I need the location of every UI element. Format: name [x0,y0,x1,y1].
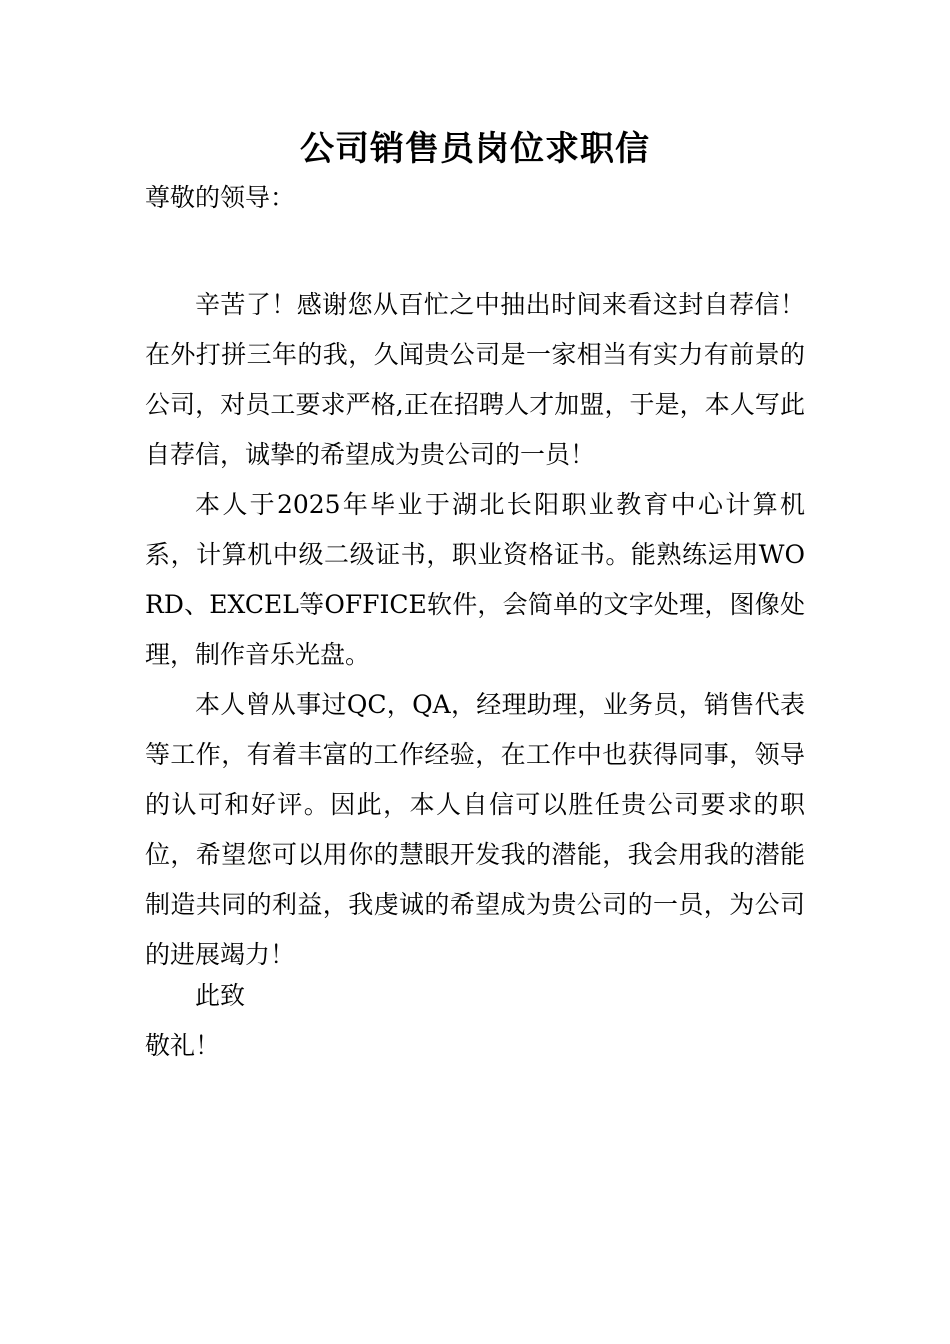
paragraph-experience: 本人曾从事过QC，QA，经理助理，业务员，销售代表等工作，有着丰富的工作经验，在工作中也获得同事，领导的认可和好评。因此，本人自信可以胜任贵公司要求的职位，希望您可以用你的慧眼开发我的潜能，我会用我的潜能制造共同的利益，我虔诚的希望成为贵公司的一员，为公司的进展竭力！ [145,690,805,969]
paragraph-education: 本人于2025年毕业于湖北长阳职业教育中心计算机系，计算机中级二级证书，职业资格证书。能熟练运用WORD、EXCEL等OFFICE软件，会简单的文字处理，图像处理，制作音乐光盘。 [145,490,805,669]
salutation: 尊敬的领导： [145,183,296,212]
paragraph-intro: 辛苦了！感谢您从百忙之中抽出时间来看这封自荐信！在外打拼三年的我，久闻贵公司是一家相当有实力有前景的公司，对员工要求严格,正在招聘人才加盟，于是，本人写此自荐信，诚挚的希望成为贵公司的一员！ [145,290,805,469]
document-title: 公司销售员岗位求职信 [300,129,650,169]
closing-line-1: 此致 [195,981,246,1010]
letter-body [145,280,805,980]
closing-line-2: 敬礼！ [145,1031,221,1060]
